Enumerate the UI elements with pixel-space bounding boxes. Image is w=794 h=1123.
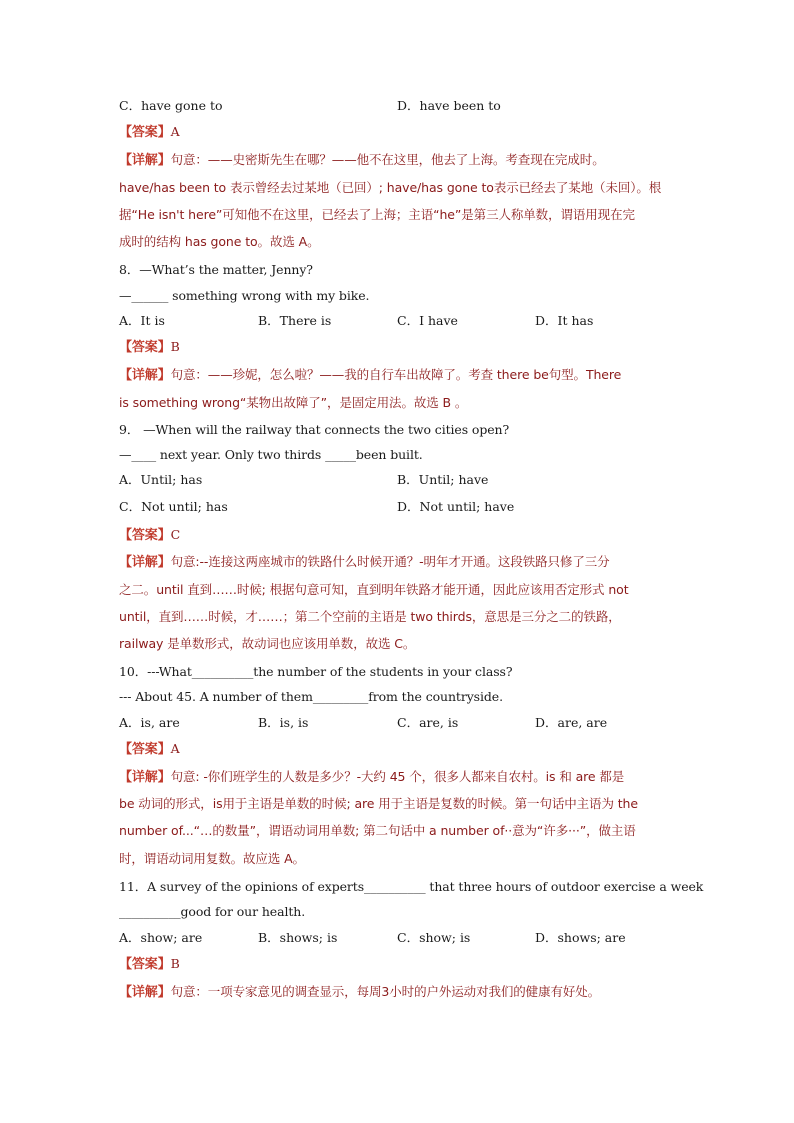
q7-detail-line-4: 成时的结构 has gone to。故选 A。: [119, 234, 320, 249]
q9-option-a: A．Until; has: [119, 472, 203, 487]
q8-stem-line-2: —______ something wrong with my bike.: [119, 288, 370, 303]
answer-tag: 【答案】: [119, 957, 171, 972]
q9-stem-line-1: 9． —When will the railway that connects the two cities open?: [119, 422, 510, 437]
q10-detail-line-3: number of...“…的数量”，谓语动词用单数; 第二句话中 a number of··意为“许多···”，做主语: [119, 823, 636, 838]
q7-option-d: D．have been to: [397, 98, 501, 113]
answer-tag: 【答案】: [119, 742, 171, 757]
q10-stem-line-2: --- About 45. A number of them_________from the countryside.: [119, 689, 503, 704]
detail-line-1: 句意: -你们班学生的人数是多少？-大约 45 个，很多人都来自农村。is 和 are 都是: [170, 769, 625, 784]
q8-option-b: B．There is: [258, 313, 332, 328]
detail-tag: 【详解】: [119, 985, 171, 1000]
q11-option-a: A．show; are: [119, 930, 203, 945]
q11-stem-line-2: __________good for our health.: [119, 904, 306, 919]
q7-option-c: C．have gone to: [119, 98, 223, 113]
answer-value: A: [170, 741, 180, 756]
q10-stem-line-1: 10．---What__________the number of the students in your class?: [119, 664, 513, 679]
detail-line-1: 句意：一项专家意见的调查显示，每周3小时的户外运动对我们的健康有好处。: [170, 984, 601, 999]
q9-detail: [119, 554, 610, 571]
q11-answer: [119, 956, 180, 973]
q10-option-d: D．are, are: [535, 715, 608, 730]
q9-detail-line-4: railway 是单数形式，故动词也应该用单数，故选 C。: [119, 636, 416, 651]
q11-stem-line-1: 11．A survey of the opinions of experts__________ that three hours of outdoor exercise a week: [119, 879, 704, 894]
detail-tag: 【详解】: [119, 770, 171, 785]
q10-option-c: C．are, is: [397, 715, 459, 730]
q7-detail-line-2: have/has been to 表示曾经去过某地（已回）; have/has gone to表示已经去了某地（未回）。根: [119, 180, 662, 195]
q11-detail: [119, 984, 600, 1001]
q9-answer: [119, 527, 180, 544]
q7-detail-line-3: 据“He isn't here”可知他不在这里，已经去了上海；主语“he”是第三人称单数，谓语用现在完: [119, 207, 635, 222]
q11-option-d: D．shows; are: [535, 930, 626, 945]
answer-value: B: [170, 956, 180, 971]
answer-tag: 【答案】: [119, 528, 171, 543]
q10-option-b: B．is, is: [258, 715, 309, 730]
q9-detail-line-3: until，直到……时候，才……；第二个空前的主语是 two thirds，意思是三分之二的铁路，: [119, 609, 621, 624]
detail-tag: 【详解】: [119, 555, 171, 570]
answer-value: C: [170, 527, 181, 542]
q8-detail: [119, 367, 621, 384]
q11-option-b: B．shows; is: [258, 930, 338, 945]
q7-answer: [119, 124, 180, 141]
detail-line-1: 句意:--连接这两座城市的铁路什么时候开通？-明年才开通。这段铁路只修了三分: [170, 554, 610, 569]
detail-tag: 【详解】: [119, 153, 171, 168]
q8-answer: [119, 339, 180, 356]
answer-value: B: [170, 339, 180, 354]
answer-tag: 【答案】: [119, 125, 171, 140]
detail-line-1: 句意：——珍妮，怎么啦？——我的自行车出故障了。考查 there be句型。There: [170, 367, 622, 382]
q9-detail-line-2: 之二。until 直到……时候; 根据句意可知，直到明年铁路才能开通，因此应该用否定形式 not: [119, 582, 629, 597]
q7-detail: [119, 152, 605, 169]
q8-stem-line-1: 8．—What’s the matter, Jenny?: [119, 262, 313, 277]
q9-stem-line-2: —____ next year. Only two thirds _____been built.: [119, 447, 423, 462]
answer-tag: 【答案】: [119, 340, 171, 355]
detail-tag: 【详解】: [119, 368, 171, 383]
q10-detail: [119, 769, 624, 786]
q8-detail-line-2: is something wrong“某物出故障了”，是固定用法。故选 B 。: [119, 395, 468, 410]
q8-option-a: A．It is: [119, 313, 165, 328]
q10-answer: [119, 741, 180, 758]
q8-option-d: D．It has: [535, 313, 594, 328]
detail-line-1: 句意：——史密斯先生在哪？——他不在这里，他去了上海。考查现在完成时。: [170, 152, 605, 167]
q10-detail-line-2: be 动词的形式，is用于主语是单数的时候; are 用于主语是复数的时候。第一句话中主语为 the: [119, 796, 638, 811]
q8-option-c: C．I have: [397, 313, 458, 328]
answer-value: A: [170, 124, 180, 139]
q9-option-d: D．Not until; have: [397, 499, 515, 514]
q11-option-c: C．show; is: [397, 930, 471, 945]
q10-detail-line-4: 时，谓语动词用复数。故应选 A。: [119, 851, 305, 866]
q9-option-c: C．Not until; has: [119, 499, 228, 514]
q10-option-a: A．is, are: [119, 715, 180, 730]
q9-option-b: B．Until; have: [397, 472, 489, 487]
